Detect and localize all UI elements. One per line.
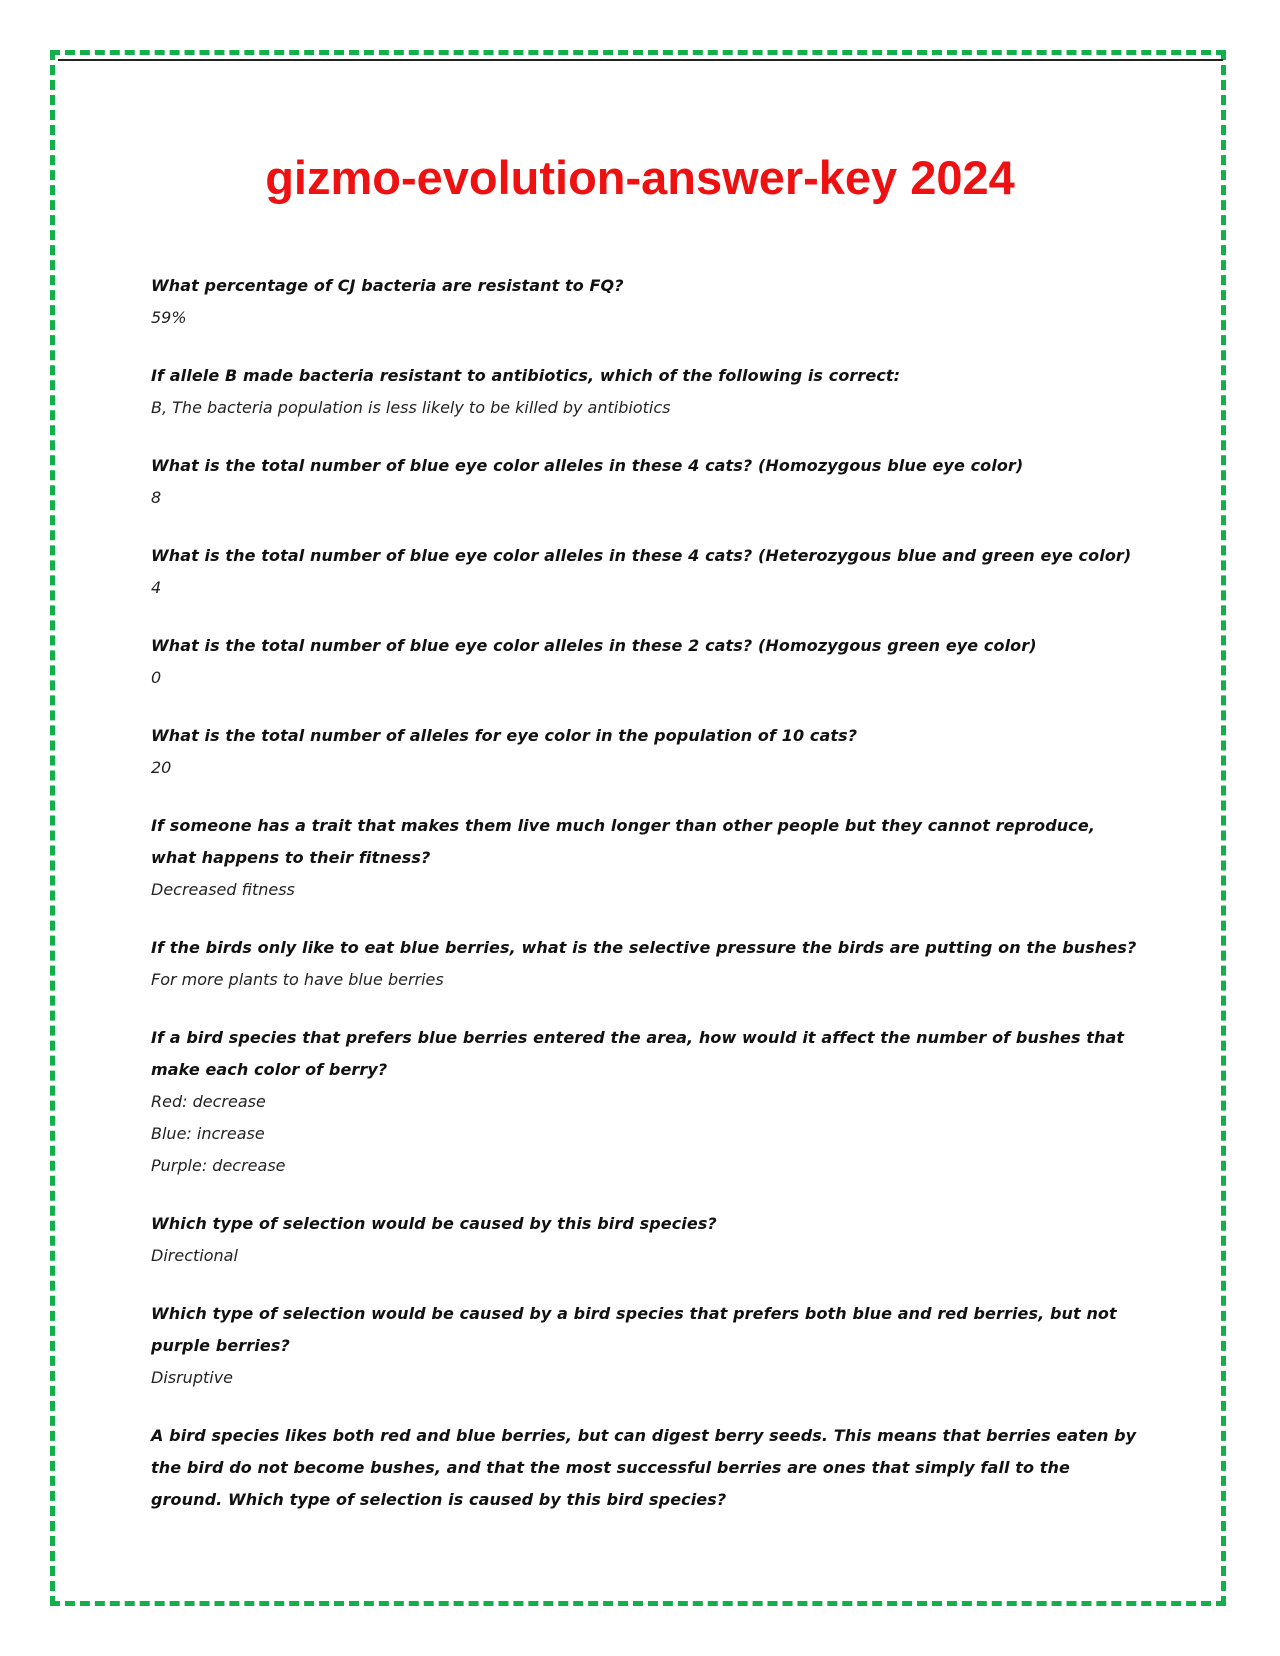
question-text: If the birds only like to eat blue berries, what is the selective pressure the birds are putting on the bushes? [151,938,1137,957]
question-text: What percentage of CJ bacteria are resistant to FQ? [151,276,624,295]
answer-text: 20 [151,758,172,777]
answer-text: Disruptive [151,1368,234,1387]
header-rule [58,59,1223,61]
question-text: What is the total number of blue eye color alleles in these 4 cats? (Homozygous blue eye color) [151,456,1024,475]
question-text: If a bird species that prefers blue berries entered the area, how would it affect the number of bushes that make each color of berry? [151,1028,1125,1079]
qa-item [151,720,1141,784]
qa-item [151,932,1141,996]
question-text: What is the total number of blue eye color alleles in these 4 cats? (Heterozygous blue and green eye color) [151,546,1132,565]
document-title: gizmo-evolution-answer-key 2024 [265,151,1015,204]
qa-list [151,270,1141,1542]
qa-item [151,630,1141,694]
question-text: What is the total number of blue eye color alleles in these 2 cats? (Homozygous green eye color) [151,636,1037,655]
qa-item [151,810,1141,906]
qa-item [151,1298,1141,1394]
answer-text: B, The bacteria population is less likely to be killed by antibiotics [151,398,671,417]
answer-text: 8 [151,488,162,507]
question-text: If allele B made bacteria resistant to antibiotics, which of the following is correct: [151,366,901,385]
answer-text: Purple: decrease [151,1156,286,1175]
qa-item [151,270,1141,334]
answer-text: 59% [151,308,187,327]
question-text: Which type of selection would be caused by a bird species that prefers both blue and red berries, but not purple berries? [151,1304,1117,1355]
answer-text: 4 [151,578,162,597]
question-text: If someone has a trait that makes them live much longer than other people but they cannot reproduce, what happens to their fitness? [151,816,1096,867]
qa-item [151,540,1141,604]
answer-text: 0 [151,668,162,687]
answer-text: For more plants to have blue berries [151,970,444,989]
answer-text: Directional [151,1246,238,1265]
question-text: Which type of selection would be caused by this bird species? [151,1214,717,1233]
qa-item [151,1022,1141,1182]
answer-text: Decreased fitness [151,880,295,899]
qa-item [151,360,1141,424]
question-text: A bird species likes both red and blue berries, but can digest berry seeds. This means that berries eaten by the bird do not become bushes, and that the most successful berries are ones that simply fall to the ground. Which type of selection is caused by this bird species? [151,1426,1137,1509]
qa-item [151,450,1141,514]
qa-item [151,1420,1141,1516]
answer-text: Red: decrease [151,1092,266,1111]
qa-item [151,1208,1141,1272]
question-text: What is the total number of alleles for eye color in the population of 10 cats? [151,726,858,745]
answer-text: Blue: increase [151,1124,265,1143]
